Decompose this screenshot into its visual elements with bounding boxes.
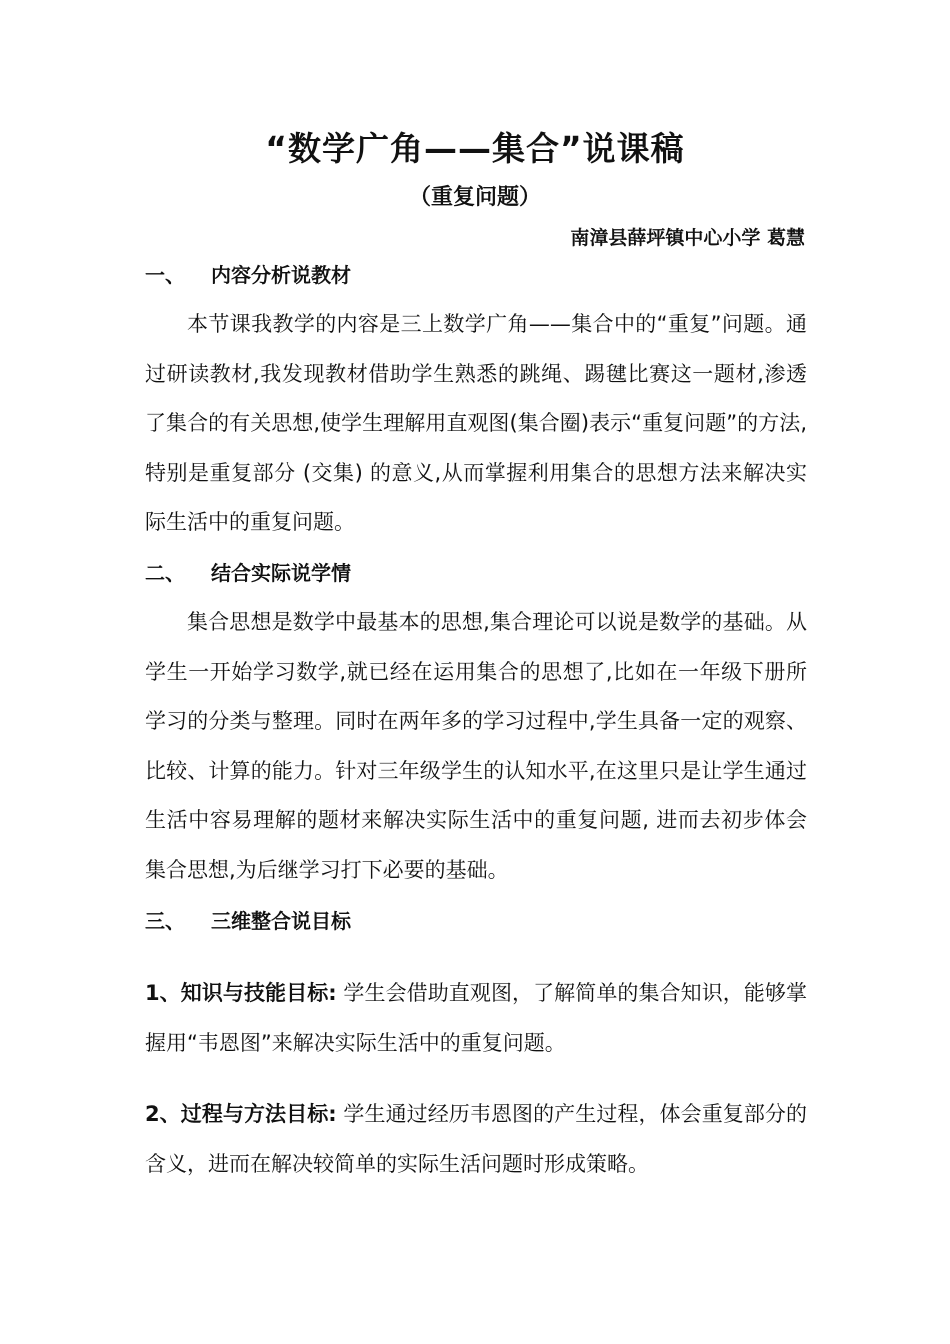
section-1-number: 一、 bbox=[145, 263, 185, 287]
goal-1-label: 1、知识与技能目标: bbox=[145, 981, 337, 1005]
section-1-title: 内容分析说教材 bbox=[211, 263, 351, 287]
goal-2-paragraph bbox=[145, 1090, 807, 1189]
goal-1-text: 学生会借助直观图，了解简单的集合知识，能够掌握用“韦恩图”来解决实际生活中的重复问题。 bbox=[145, 981, 807, 1055]
goal-2-label: 2、过程与方法目标: bbox=[145, 1102, 337, 1126]
section-3-number: 三、 bbox=[145, 909, 185, 933]
goal-1-paragraph bbox=[145, 969, 807, 1068]
document-title: “数学广角——集合”说课稿 bbox=[265, 129, 685, 168]
document-subtitle: （重复问题） bbox=[408, 185, 541, 210]
section-2-paragraph: 集合思想是数学中最基本的思想,集合理论可以说是数学的基础。从学生一开始学习数学,就已经在运用集合的思想了,比如在一年级下册所学习的分类与整理。同时在两年多的学习过程中,学生具备一定的观察、比较、计算的能力。针对三年级学生的认知水平,在这里只是让学生通过生活中容易理解的题材来解决实际生活中的重复问题, 进而去初步体会集合思想,为后继学习打下必要的基础。 bbox=[145, 610, 807, 882]
author-line: 南漳县薛坪镇中心小学 葛慧 bbox=[570, 227, 805, 249]
section-3-title: 三维整合说目标 bbox=[211, 909, 351, 933]
goal-2-text: 学生通过经历韦恩图的产生过程，体会重复部分的含义，进而在解决较简单的实际生活问题时形成策略。 bbox=[145, 1102, 807, 1176]
section-2-heading bbox=[145, 556, 805, 590]
section-2-number: 二、 bbox=[145, 561, 185, 585]
section-1-heading bbox=[145, 258, 805, 292]
section-3-heading bbox=[145, 904, 805, 938]
section-2-title: 结合实际说学情 bbox=[211, 561, 351, 585]
section-1-paragraph: 本节课我教学的内容是三上数学广角——集合中的“重复”问题。通过研读教材,我发现教材借助学生熟悉的跳绳、踢毽比赛这一题材,渗透了集合的有关思想,使学生理解用直观图(集合圈)表示“重复问题”的方法,特别是重复部分 (交集) 的意义,从而掌握利用集合的思想方法来解决实际生活中的重复问题。 bbox=[145, 312, 807, 534]
